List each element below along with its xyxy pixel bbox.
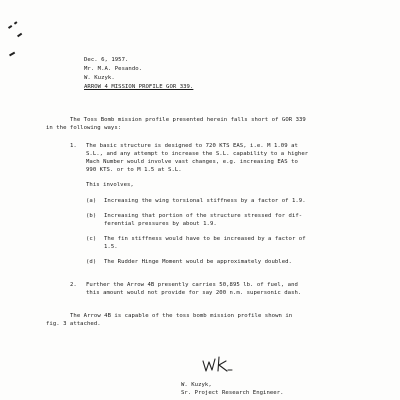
subitem-line: 1.5. [104,244,118,250]
subitem-label: (a) [86,198,97,204]
memo-subject: ARROW 4 MISSION PROFILE GOR 339. [84,84,194,90]
subitem-line: Increasing that portion of the structure stressed for dif- [104,213,303,219]
item-line: this amount would not provide for say 200 n.m. supersonic dash. [86,290,302,296]
margin-mark [17,33,22,37]
intro-line: in the following ways: [46,125,122,131]
memo-date: Dec. 6, 1957. [84,57,129,63]
item-line: The basic structure is designed to 720 KTS EAS, i.e. M 1.09 at [86,143,298,149]
closing-line: fig. 3 attached. [46,321,101,327]
subitem-line: Increasing the wing torsional stiffness by a factor of 1.9. [104,198,306,204]
item-line: 990 KTS. or to M 1.5 at S.L. [86,167,182,173]
closing-line: The Arrow 4B is capable of the toss bomb mission profile shown in [70,313,293,319]
signature-name: W. Kuzyk, [181,382,212,388]
item-number: 1. [70,143,77,149]
intro-line: The Toss Bomb mission profile presented herein falls short of GOR 339 [70,117,306,123]
subitem-line: The Rudder Hinge Moment would be approximately doubled. [104,259,292,265]
involves-label: This involves, [86,182,134,188]
margin-mark [9,52,15,56]
item-line: Further the Arrow 4B presently carries 50,895 lb. of fuel, and [86,282,298,288]
item-number: 2. [70,282,77,288]
signature-title: Sr. Project Research Engineer. [181,390,284,396]
item-line: S.L., and any attempt to increase the S.L. capability to a higher [86,151,309,157]
subitem-label: (b) [86,213,97,219]
subitem-line: The fin stiffness would have to be increased by a factor of [104,236,306,242]
handwritten-initials [200,353,240,377]
subitem-label: (d) [86,259,97,265]
item-line: Mach Number would involve vast changes, e.g. increasing EAS to [86,159,298,165]
memo-from: W. Kuzyk. [84,75,115,81]
memo-to: Mr. M.A. Pesando. [84,66,143,72]
margin-mark [14,21,17,24]
subitem-line: ferential pressures by about 1.9. [104,221,217,227]
margin-mark [8,25,12,29]
subitem-label: (c) [86,236,97,242]
